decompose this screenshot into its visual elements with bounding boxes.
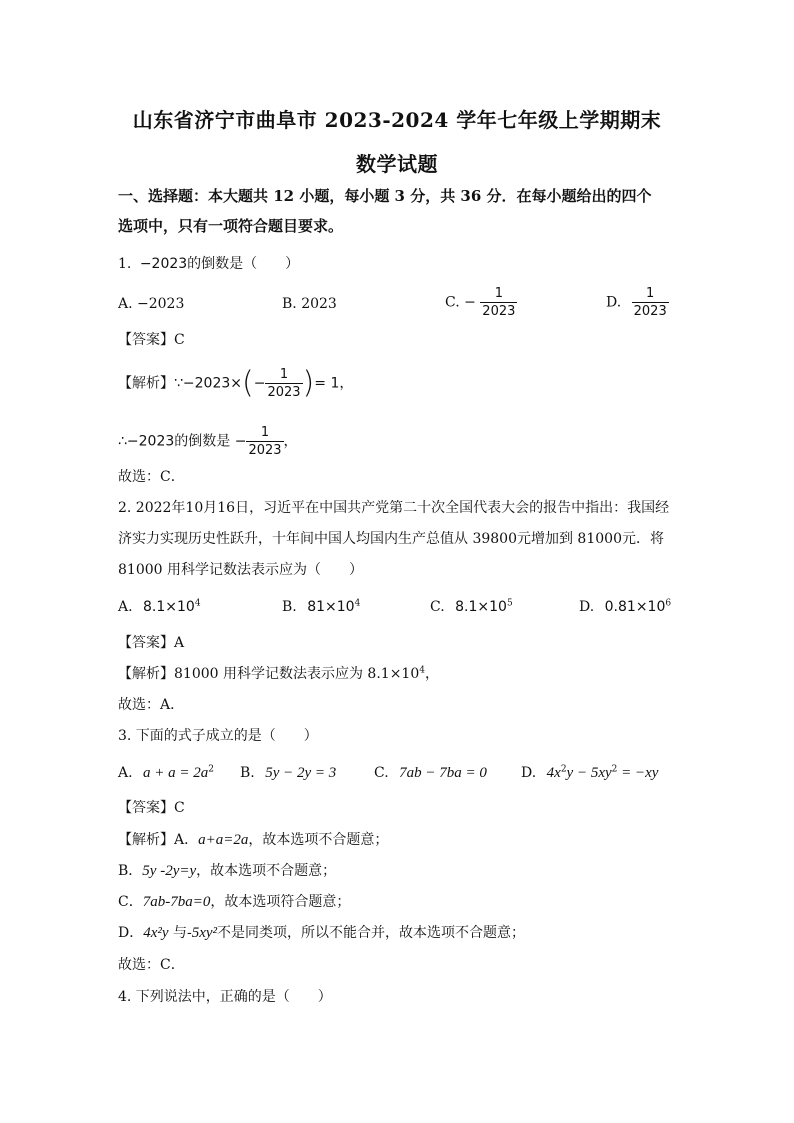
- q3-choose: 故选：C．: [118, 957, 185, 973]
- q2-option-a-value: 8.1×10: [143, 599, 195, 615]
- q2-option-d-label: D.: [579, 599, 595, 615]
- q3-exp-b-label: B．: [118, 863, 143, 879]
- q3-option-c-expression: 7ab − 7ba = 0: [399, 765, 487, 781]
- q2-explanation-tail: ，: [424, 666, 439, 682]
- doc-title-line2: 数学试题: [356, 152, 438, 176]
- q1-exp1-minus: −: [253, 375, 266, 392]
- q1-option-c-label: C. −: [445, 294, 476, 311]
- q2-explanation-exponent: 4: [419, 665, 425, 676]
- q1-exp1-numerator: 1: [279, 367, 289, 382]
- q3-exp-c-tail: ，故本选项符合题意；: [210, 894, 351, 910]
- q1-option-d-label: D.: [606, 294, 622, 311]
- q1-explanation-line2: [118, 424, 298, 459]
- q1-exp2-fraction: [246, 424, 283, 459]
- q3-option-d-exponent1: 2: [560, 764, 567, 775]
- q1-option-b: B. 2023: [282, 296, 337, 312]
- q1-exp2-lead: ∴−2023的倒数是 −: [118, 433, 247, 450]
- q3-option-b-label: B.: [240, 765, 255, 781]
- q1-expression: −2023: [139, 256, 188, 272]
- q3-exp-a-label: 【解析】A．: [118, 832, 199, 848]
- q1-option-d-fraction: [632, 285, 669, 320]
- q3-explanation-a: [118, 830, 388, 850]
- section-heading-line1: 一、选择题：本大题共 12 小题，每小题 3 分，共 36 分．在每小题给出的四个: [118, 187, 652, 205]
- q2-option-b: [282, 597, 360, 617]
- q1-exp2-numerator: 1: [260, 425, 270, 440]
- q1-option-c-denominator: 2023: [482, 304, 516, 319]
- q3-exp-d-expression2: 5xy²: [191, 925, 218, 941]
- q1-exp1-lead: ∵−2023×: [174, 375, 242, 392]
- q1-option-d-numerator: 1: [646, 286, 655, 301]
- q3-option-d-expr-part1: 4x: [546, 765, 561, 781]
- section-heading-line2: 选项中，只有一项符合题目要求。: [118, 217, 344, 235]
- q2-option-c-value: 8.1×10: [455, 599, 507, 615]
- q2-explanation-text: 【解析】81000 用科学记数法表示应为 8.1×10: [118, 666, 420, 682]
- q3-exp-a-expression: a+a=2a: [198, 832, 249, 848]
- q3-option-d-expr-part2: y − 5xy: [566, 765, 612, 781]
- q3-exp-c-label: C．: [118, 894, 143, 910]
- q1-explanation-line1: [118, 366, 353, 401]
- q1-answer: 【答案】C: [118, 332, 185, 348]
- q3-option-a: [118, 763, 214, 783]
- q3-exp-d-tail: 不是同类项，所以不能合并，故本选项不合题意；: [217, 925, 526, 941]
- q3-answer: 【答案】C: [118, 800, 185, 816]
- q2-stem-line3: 81000 用科学记数法表示应为（ ）: [118, 562, 363, 578]
- q1-exp1-denominator: 2023: [267, 385, 301, 400]
- q3-option-d-exponent2: 2: [611, 764, 618, 775]
- q1-exp1-open-paren: (: [242, 365, 254, 401]
- doc-title-line1: 山东省济宁市曲阜市 2023-2024 学年七年级上学期期末: [132, 108, 662, 132]
- q2-choose: 故选：A．: [118, 697, 185, 713]
- q3-option-a-label: A.: [118, 765, 133, 781]
- q2-option-b-exponent: 4: [354, 598, 361, 609]
- q3-exp-a-tail: ，故本选项不合题意；: [248, 832, 389, 848]
- q2-option-b-value: 81×10: [307, 599, 355, 615]
- q2-option-b-label: B.: [282, 599, 297, 615]
- q1-option-d-denominator: 2023: [633, 304, 667, 319]
- q3-exp-b-expression: 5y -2y=y: [142, 863, 197, 879]
- q1-number: 1.: [118, 256, 132, 272]
- q3-explanation-b: [118, 861, 336, 881]
- q3-exp-d-expression1: 4x²y: [143, 925, 169, 941]
- q1-exp1-tail: = 1，: [314, 375, 354, 392]
- q1-option-a: A. −2023: [118, 296, 185, 312]
- q1-exp2-tail: ，: [283, 433, 298, 450]
- q4-stem: 4. 下列说法中，正确的是（ ）: [118, 989, 332, 1005]
- q1-stem: [118, 254, 299, 274]
- q3-option-c-label: C.: [374, 765, 389, 781]
- q1-stem-text: 的倒数是（ ）: [187, 256, 300, 272]
- q1-option-c-fraction: [480, 285, 517, 320]
- q3-option-b: [240, 763, 336, 783]
- q2-option-c: [430, 597, 513, 617]
- q2-option-d-exponent: 6: [665, 598, 672, 609]
- q2-stem-line1: 2. 2022年10月16日，习近平在中国共产党第二十次全国代表大会的报告中指出：我国经: [118, 500, 670, 516]
- q1-option-c-numerator: 1: [494, 286, 503, 301]
- q1-exp1-fraction: [265, 366, 302, 401]
- q1-exp1-close-paren: ): [302, 365, 315, 401]
- q3-option-c: [374, 763, 487, 783]
- q3-exp-c-expression: 7ab-7ba=0: [142, 894, 211, 910]
- q3-option-d-label: D.: [521, 765, 537, 781]
- q2-stem-line2: 济实力实现历史性跃升，十年间中国人均国内生产总值从 39800元增加到 81000元．将: [118, 531, 664, 547]
- q2-option-a: [118, 597, 201, 617]
- q3-option-a-expression: a + a = 2a: [143, 765, 209, 781]
- q3-option-a-exponent: 2: [208, 764, 214, 775]
- q1-choose: 故选：C．: [118, 469, 185, 485]
- q2-answer: 【答案】A: [118, 635, 185, 651]
- q2-option-c-label: C.: [430, 599, 445, 615]
- q2-option-a-label: A.: [118, 599, 133, 615]
- q2-option-d: [579, 597, 671, 617]
- q1-option-c: [445, 285, 517, 320]
- q2-option-d-value: 0.81×10: [604, 599, 666, 615]
- q3-explanation-d: [118, 923, 525, 943]
- q3-explanation-c: [118, 892, 350, 912]
- q3-exp-d-label: D．: [118, 925, 144, 941]
- q2-option-c-exponent: 5: [506, 598, 513, 609]
- q3-stem: 3. 下面的式子成立的是（ ）: [118, 728, 318, 744]
- q1-option-d: [606, 285, 669, 320]
- q1-exp2-denominator: 2023: [248, 443, 282, 458]
- q3-exp-b-tail: ，故本选项不合题意；: [196, 863, 337, 879]
- q3-option-d: [521, 763, 658, 783]
- q3-option-b-expression: 5y − 2y = 3: [265, 765, 337, 781]
- q2-explanation: [118, 664, 439, 684]
- q2-option-a-exponent: 4: [194, 598, 201, 609]
- q3-option-d-expr-part3: = −xy: [617, 765, 659, 781]
- q3-exp-d-mid: 与-: [168, 925, 192, 941]
- q1-explanation-label: 【解析】: [118, 375, 174, 392]
